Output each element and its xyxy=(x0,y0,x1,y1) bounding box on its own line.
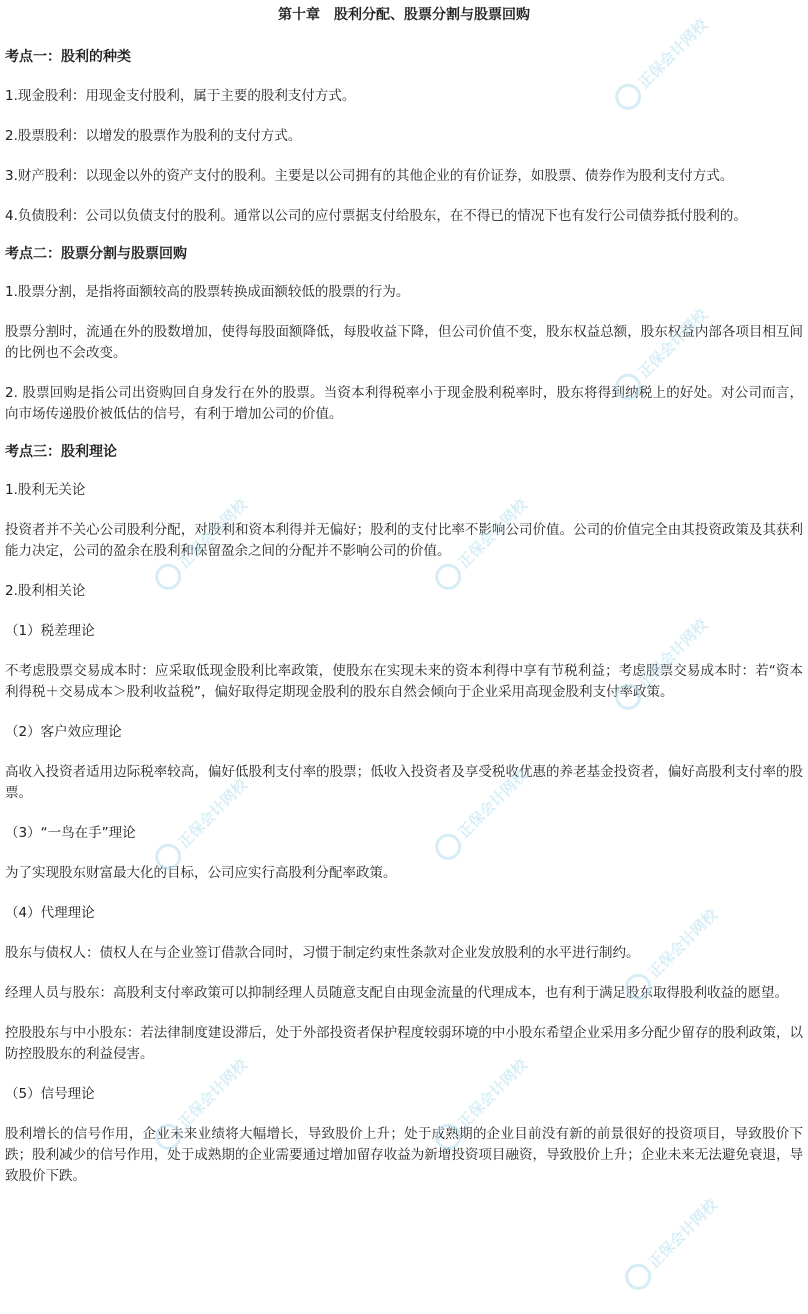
watermark-text: 正保会计网校 xyxy=(634,15,711,92)
paragraph: （3）“一鸟在手”理论 xyxy=(5,825,136,841)
watermark-logo-icon xyxy=(620,1258,657,1295)
paragraph: 投资者并不关心公司股利分配，对股利和资本利得并无偏好；股利的支付比率不影响公司价值。公司的价值完全由其投资政策及其获利能力决定，公司的盈余在股利和保留盈余之间的分配并不影响公司的价值。 xyxy=(5,522,803,559)
watermark-text: 正保会计网校 xyxy=(634,305,711,382)
watermark-text: 正保会计网校 xyxy=(644,1195,721,1272)
page-title: 第十章 股利分配、股票分割与股票回购 xyxy=(278,7,530,23)
paragraph: （5）信号理论 xyxy=(5,1086,95,1102)
watermark-text: 正保会计网校 xyxy=(634,615,711,692)
paragraph: 股东与债权人：债权人在与企业签订借款合同时，习惯于制定约束性条款对企业发放股利的水平进行制约。 xyxy=(5,945,640,961)
section-heading: 考点一：股利的种类 xyxy=(5,49,131,65)
paragraph: 股票分割时，流通在外的股数增加，使得每股面额降低，每股收益下降，但公司价值不变，股东权益总额，股东权益内部各项目相互间的比例也不会改变。 xyxy=(5,324,803,361)
paragraph: （1）税差理论 xyxy=(5,623,95,639)
watermark-text: 正保会计网校 xyxy=(644,905,721,982)
watermark xyxy=(615,1180,735,1300)
paragraph: 2. 股票回购是指公司出资购回自身发行在外的股票。当资本利得税率小于现金股利税率时，股东将得到纳税上的好处。对公司而言，向市场传递股价被低估的信号，有利于增加公司的价值。 xyxy=(5,385,803,422)
paragraph: 经理人员与股东：高股利支付率政策可以抑制经理人员随意支配自由现金流量的代理成本，也有利于满足股东取得股利收益的愿望。 xyxy=(5,985,788,1001)
paragraph: 1.股利无关论 xyxy=(5,482,86,498)
section-heading: 考点三：股利理论 xyxy=(5,444,117,460)
paragraph: 控股股东与中小股东：若法律制度建设滞后，处于外部投资者保护程度较弱环境的中小股东希望企业采用多分配少留存的股利政策，以防控股股东的利益侵害。 xyxy=(5,1025,803,1062)
paragraph: 3.财产股利：以现金以外的资产支付的股利。主要是以公司拥有的其他企业的有价证券，如股票、债券作为股利支付方式。 xyxy=(5,168,734,184)
paragraph: 不考虑股票交易成本时：应采取低现金股利比率政策，使股东在实现未来的资本利得中享有节税利益；考虑股票交易成本时：若“资本利得税＋交易成本＞股利收益税”，偏好取得定期现金股利的股东自然会倾向于企业采用高现金股利支付率政策。 xyxy=(5,663,803,700)
paragraph: 2.股利相关论 xyxy=(5,583,86,599)
paragraph: 为了实现股东财富最大化的目标，公司应实行高股利分配率政策。 xyxy=(5,865,397,881)
watermark-text: 正保会计网校 xyxy=(174,495,251,572)
watermark-text: 正保会计网校 xyxy=(454,495,531,572)
paragraph: （2）客户效应理论 xyxy=(5,724,122,740)
paragraph: 4.负债股利：公司以负债支付的股利。通常以公司的应付票据支付给股东，在不得已的情况下也有发行公司债券抵付股利的。 xyxy=(5,208,747,224)
watermark-text: 正保会计网校 xyxy=(174,775,251,852)
paragraph: 股利增长的信号作用，企业未来业绩将大幅增长，导致股价上升；处于成熟期的企业目前没有新的前景很好的投资项目，导致股价下跌；股利减少的信号作用，处于成熟期的企业需要通过增加留存收益为新增投资项目融资，导致股价上升；企业未来无法避免衰退，导致股价下跌。 xyxy=(5,1126,803,1184)
section-heading: 考点二：股票分割与股票回购 xyxy=(5,246,187,262)
paragraph: 高收入投资者适用边际税率较高，偏好低股利支付率的股票；低收入投资者及享受税收优惠的养老基金投资者，偏好高股利支付率的股票。 xyxy=(5,764,803,801)
paragraph: 1.现金股利：用现金支付股利，属于主要的股利支付方式。 xyxy=(5,88,356,104)
watermark-text: 正保会计网校 xyxy=(174,1055,251,1132)
watermark-text: 正保会计网校 xyxy=(454,1055,531,1132)
watermark-text: 正保会计网校 xyxy=(454,765,531,842)
paragraph: 2.股票股利：以增发的股票作为股利的支付方式。 xyxy=(5,128,302,144)
paragraph: 1.股票分割，是指将面额较高的股票转换成面额较低的股票的行为。 xyxy=(5,284,410,300)
paragraph: （4）代理理论 xyxy=(5,905,95,921)
